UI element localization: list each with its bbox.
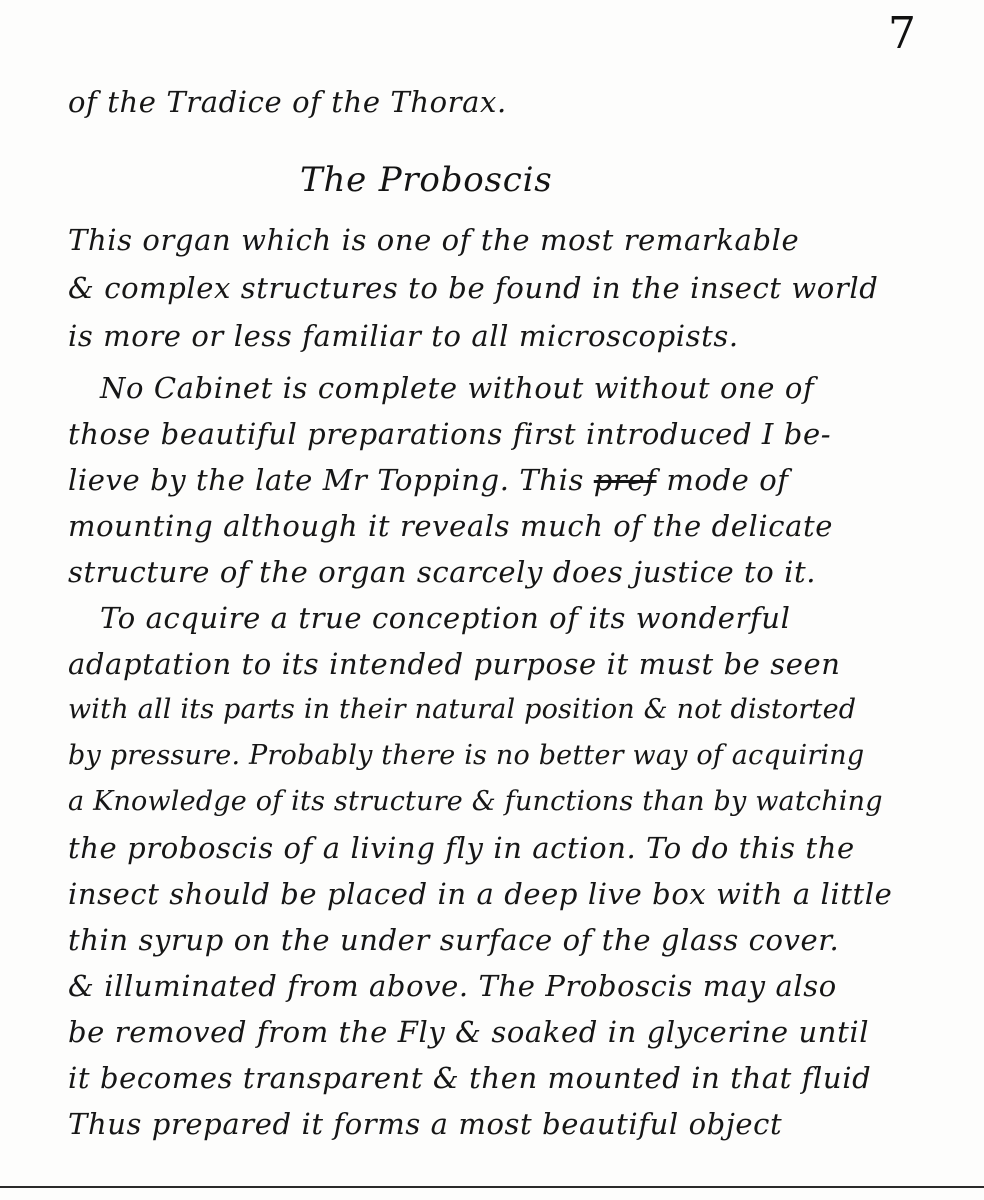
- manuscript-line: adaptation to its intended purpose it must be seen: [68, 647, 841, 681]
- manuscript-line: No Cabinet is complete without without one of: [100, 371, 815, 405]
- manuscript-line: thin syrup on the under surface of the glass cover.: [68, 923, 840, 957]
- manuscript-line: insect should be placed in a deep live box with a little: [68, 877, 893, 911]
- manuscript-line: it becomes transparent & then mounted in that fluid: [68, 1061, 872, 1095]
- manuscript-line: is more or less familiar to all microscopists.: [68, 319, 739, 353]
- manuscript-line-text: lieve by the late Mr Topping. This: [68, 463, 584, 497]
- page-number: 7: [888, 8, 916, 59]
- manuscript-line: with all its parts in their natural position & not distorted: [68, 694, 857, 725]
- manuscript-line: [68, 462, 948, 498]
- section-heading: The Proboscis: [300, 160, 553, 200]
- manuscript-line: & complex structures to be found in the insect world: [68, 271, 879, 305]
- manuscript-line: mounting although it reveals much of the delicate: [68, 509, 834, 543]
- page-bottom-border: [0, 1186, 984, 1188]
- manuscript-line-text: mode of: [666, 463, 789, 497]
- manuscript-line: structure of the organ scarcely does justice to it.: [68, 555, 817, 589]
- manuscript-line: by pressure. Probably there is no better way of acquiring: [68, 740, 865, 771]
- struck-out-word: pref: [593, 463, 657, 497]
- manuscript-line: be removed from the Fly & soaked in glycerine until: [68, 1015, 870, 1049]
- manuscript-line: those beautiful preparations first introduced I be-: [68, 417, 832, 451]
- manuscript-line: of the Tradice of the Thorax.: [68, 85, 507, 119]
- manuscript-line: the proboscis of a living fly in action. To do this the: [68, 831, 855, 865]
- manuscript-line: This organ which is one of the most remarkable: [68, 223, 800, 257]
- manuscript-line: a Knowledge of its structure & functions than by watching: [68, 786, 883, 817]
- manuscript-line: & illuminated from above. The Proboscis may also: [68, 969, 837, 1003]
- manuscript-line: Thus prepared it forms a most beautiful object: [68, 1107, 783, 1141]
- manuscript-line: To acquire a true conception of its wonderful: [100, 601, 791, 635]
